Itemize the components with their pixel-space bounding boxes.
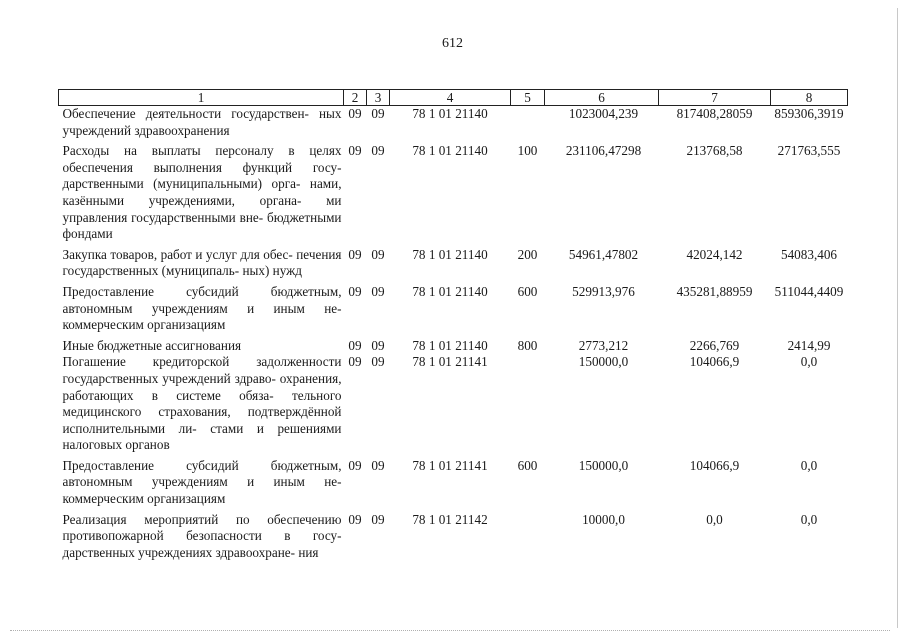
row-value-col8: 2414,99 (787, 337, 831, 353)
row-subsection: 09 (371, 457, 385, 473)
row-value-col6: 231106,47298 (565, 143, 642, 159)
row-target-article: 78 1 01 21140 (412, 337, 488, 353)
row-value-col8: 0,0 (800, 457, 818, 473)
row-subsection: 09 (371, 246, 385, 262)
table-row (59, 143, 848, 247)
row-value-col8: 0,0 (800, 354, 818, 370)
table-body (59, 106, 848, 562)
row-name: Реализация мероприятий по обеспечению противопожарной безопасности в госу- дарственных учреждениях здравоохране- ния (62, 511, 342, 560)
header-cell-4: 4 (390, 90, 511, 106)
row-section: 09 (348, 511, 362, 527)
row-value-col7: 0,0 (706, 511, 723, 527)
row-name: Предоставление субсидий бюджетным, автономным учреждениям и иным не- коммерческим организациям (62, 283, 342, 333)
row-expense-type: 600 (517, 457, 538, 473)
row-name: Иные бюджетные ассигнования (62, 337, 242, 353)
row-target-article: 78 1 01 21141 (412, 457, 488, 473)
row-section: 09 (348, 457, 362, 473)
row-subsection: 09 (371, 106, 385, 121)
row-expense-type: 200 (517, 246, 538, 262)
row-target-article: 78 1 01 21140 (412, 143, 488, 159)
budget-table (58, 89, 848, 561)
row-value-col6: 54961,47802 (568, 246, 639, 262)
scan-bottom-line (10, 630, 890, 631)
table-row (59, 458, 848, 512)
header-cell-2: 2 (344, 90, 367, 106)
row-expense-type (511, 106, 545, 144)
row-section: 09 (348, 283, 362, 299)
row-subsection: 09 (371, 354, 385, 370)
header-cell-3: 3 (367, 90, 390, 106)
page-number: 612 (442, 36, 463, 51)
row-value-col7: 2266,769 (689, 337, 740, 353)
row-expense-type: 100 (517, 143, 538, 159)
row-value-col7: 42024,142 (686, 246, 743, 262)
table-row (59, 284, 848, 338)
row-target-article: 78 1 01 21141 (412, 354, 488, 370)
row-subsection: 09 (371, 337, 385, 353)
row-value-col8: 859306,3919 (774, 106, 844, 121)
row-value-col6: 529913,976 (572, 283, 635, 299)
row-value-col7: 104066,9 (689, 457, 740, 473)
row-target-article: 78 1 01 21142 (412, 511, 488, 527)
scan-edge-line (897, 8, 898, 628)
table-row (59, 354, 848, 458)
row-section: 09 (348, 354, 362, 370)
row-value-col8: 0,0 (800, 511, 818, 527)
row-value-col6: 150000,0 (578, 457, 629, 473)
row-expense-type (511, 512, 545, 562)
table-header (59, 90, 848, 106)
row-value-col8: 511044,4409 (774, 283, 844, 299)
row-value-col6: 150000,0 (578, 354, 629, 370)
row-section: 09 (348, 246, 362, 262)
row-expense-type: 600 (517, 283, 538, 299)
row-value-col6: 10000,0 (582, 511, 625, 527)
table-row (59, 106, 848, 144)
table-row (59, 247, 848, 284)
row-value-col6: 2773,212 (578, 337, 629, 353)
row-subsection: 09 (371, 283, 385, 299)
row-name: Предоставление субсидий бюджетным, автономным учреждениям и иным не- коммерческим организациям (62, 457, 342, 507)
row-name: Погашение кредиторской задолженности государственных учреждений здраво- охранения, работающих в системе обяза- тельного медицинского страхования, подтверждённой исполнительными ли- стами и решениями налоговых органов (62, 354, 342, 453)
row-target-article: 78 1 01 21140 (412, 283, 488, 299)
row-subsection: 09 (371, 143, 385, 159)
row-value-col7: 817408,28059 (676, 106, 753, 121)
row-value-col6: 1023004,239 (568, 106, 639, 121)
header-cell-7: 7 (659, 90, 771, 106)
row-section: 09 (348, 106, 362, 121)
table-row (59, 338, 848, 355)
row-expense-type (511, 354, 545, 458)
row-name: Закупка товаров, работ и услуг для обес- печения государственных (муниципаль- ных) нужд (62, 246, 342, 279)
header-cell-6: 6 (545, 90, 659, 106)
header-row (59, 90, 848, 106)
row-name: Расходы на выплаты персоналу в целях обеспечения выполнения функций госу- дарственными (муниципальными) орга- нами, казёнными учреждениями, органа- ми управления государственными вне- бюджетными фондами (62, 143, 342, 242)
row-value-col8: 271763,555 (777, 143, 841, 159)
row-expense-type: 800 (517, 337, 538, 353)
row-section: 09 (348, 143, 362, 159)
row-section: 09 (348, 337, 362, 353)
row-target-article: 78 1 01 21140 (412, 246, 488, 262)
row-target-article: 78 1 01 21140 (412, 106, 488, 121)
row-subsection: 09 (371, 511, 385, 527)
row-value-col7: 435281,88959 (676, 283, 753, 299)
row-value-col7: 104066,9 (689, 354, 740, 370)
table-row (59, 512, 848, 562)
row-name: Обеспечение деятельности государствен- ных учреждений здравоохранения (62, 106, 342, 138)
header-cell-8: 8 (771, 90, 848, 106)
header-cell-1: 1 (59, 90, 344, 106)
row-value-col8: 54083,406 (780, 246, 838, 262)
header-cell-5: 5 (511, 90, 545, 106)
row-value-col7: 213768,58 (686, 143, 743, 159)
